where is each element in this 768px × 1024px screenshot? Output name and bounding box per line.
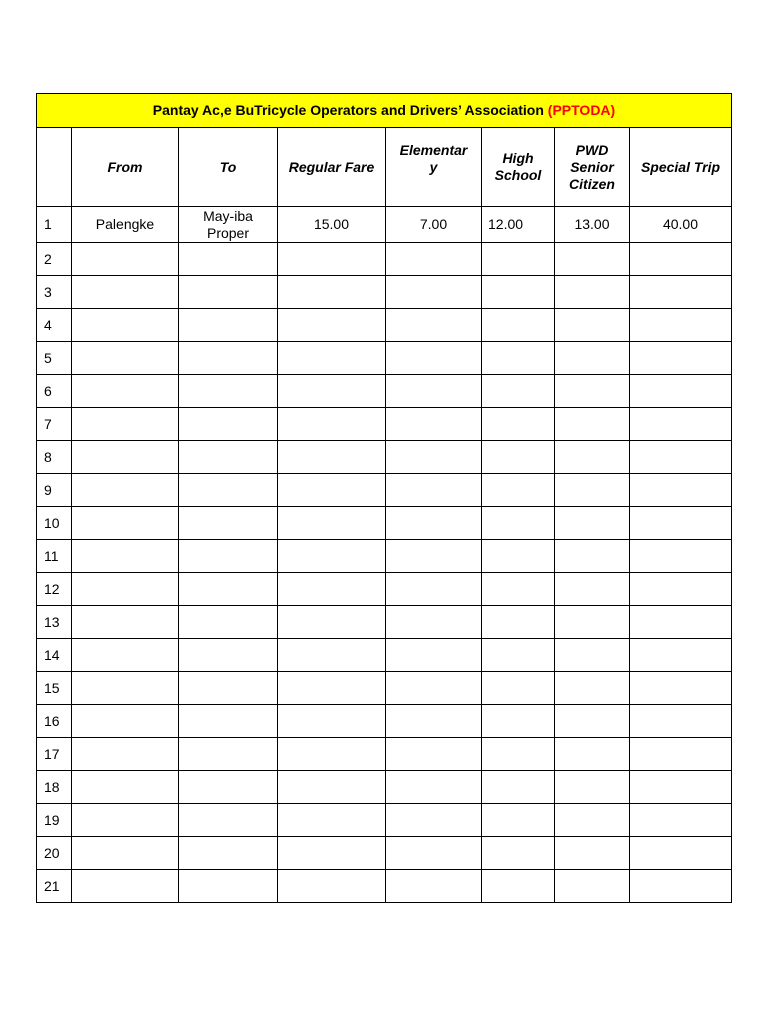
- table-row: [37, 309, 732, 342]
- cell-special-trip: [630, 540, 732, 573]
- cell-special-trip: [630, 375, 732, 408]
- cell-to: [179, 441, 278, 474]
- cell-to: [179, 276, 278, 309]
- header-regular-fare: Regular Fare: [278, 128, 386, 207]
- cell-regular-fare: [278, 606, 386, 639]
- cell-high-school: [482, 375, 555, 408]
- header-pwd-line1: PWD: [575, 141, 609, 158]
- row-number: 12: [37, 573, 72, 606]
- cell-special-trip: [630, 441, 732, 474]
- cell-high-school: 12.00: [482, 207, 555, 243]
- table-row: [37, 705, 732, 738]
- cell-to: [179, 309, 278, 342]
- cell-to-line2: Proper: [206, 224, 250, 241]
- cell-high-school: [482, 705, 555, 738]
- cell-to: [179, 507, 278, 540]
- cell-special-trip: [630, 408, 732, 441]
- cell-to: [179, 408, 278, 441]
- row-number: 13: [37, 606, 72, 639]
- cell-to: [179, 771, 278, 804]
- cell-from: [72, 606, 179, 639]
- cell-regular-fare: [278, 639, 386, 672]
- cell-elementary: [386, 705, 482, 738]
- cell-pwd-senior: [555, 540, 630, 573]
- cell-regular-fare: [278, 771, 386, 804]
- row-number: 7: [37, 408, 72, 441]
- header-elementary: [386, 128, 482, 207]
- cell-to: [179, 837, 278, 870]
- cell-regular-fare: [278, 408, 386, 441]
- cell-regular-fare: [278, 573, 386, 606]
- cell-pwd-senior: [555, 738, 630, 771]
- cell-pwd-senior: [555, 672, 630, 705]
- cell-special-trip: [630, 705, 732, 738]
- cell-high-school: [482, 672, 555, 705]
- cell-high-school: [482, 606, 555, 639]
- cell-elementary: [386, 639, 482, 672]
- cell-pwd-senior: [555, 606, 630, 639]
- cell-special-trip: [630, 837, 732, 870]
- table-row: [37, 207, 732, 243]
- cell-special-trip: [630, 309, 732, 342]
- cell-elementary: [386, 606, 482, 639]
- row-number: 10: [37, 507, 72, 540]
- cell-from: [72, 375, 179, 408]
- row-number: 1: [37, 207, 72, 243]
- cell-high-school: [482, 573, 555, 606]
- table-row: [37, 375, 732, 408]
- row-number: 17: [37, 738, 72, 771]
- table-row: [37, 870, 732, 903]
- table-row: [37, 243, 732, 276]
- header-to: To: [179, 128, 278, 207]
- cell-from: [72, 309, 179, 342]
- cell-high-school: [482, 870, 555, 903]
- cell-to: [179, 738, 278, 771]
- cell-pwd-senior: [555, 441, 630, 474]
- association-acronym: (PPTODA): [547, 102, 616, 118]
- cell-to: [179, 705, 278, 738]
- header-high-school-line2: School: [494, 167, 542, 183]
- cell-elementary: [386, 672, 482, 705]
- cell-high-school: [482, 276, 555, 309]
- cell-special-trip: [630, 573, 732, 606]
- cell-regular-fare: 15.00: [278, 207, 386, 243]
- cell-elementary: [386, 243, 482, 276]
- cell-regular-fare: [278, 540, 386, 573]
- cell-elementary: [386, 804, 482, 837]
- cell-from: [72, 441, 179, 474]
- cell-high-school: [482, 540, 555, 573]
- header-pwd-line3: Citizen: [569, 175, 615, 192]
- cell-to: [179, 375, 278, 408]
- table-row: [37, 573, 732, 606]
- cell-from: [72, 243, 179, 276]
- cell-pwd-senior: [555, 771, 630, 804]
- cell-high-school: [482, 408, 555, 441]
- cell-from: [72, 870, 179, 903]
- cell-pwd-senior: [555, 507, 630, 540]
- table-row: [37, 837, 732, 870]
- row-number: 21: [37, 870, 72, 903]
- cell-high-school: [482, 837, 555, 870]
- cell-from: [72, 573, 179, 606]
- row-number: 5: [37, 342, 72, 375]
- cell-to: [179, 804, 278, 837]
- cell-regular-fare: [278, 870, 386, 903]
- cell-regular-fare: [278, 441, 386, 474]
- table-row: [37, 540, 732, 573]
- cell-special-trip: [630, 738, 732, 771]
- cell-to: [179, 672, 278, 705]
- cell-regular-fare: [278, 276, 386, 309]
- row-number: 18: [37, 771, 72, 804]
- header-high-school-line1: High: [502, 150, 534, 166]
- cell-elementary: [386, 870, 482, 903]
- cell-to: [179, 342, 278, 375]
- association-title: [37, 94, 732, 128]
- cell-from: [72, 672, 179, 705]
- cell-from: [72, 540, 179, 573]
- cell-to: [179, 573, 278, 606]
- row-number: 16: [37, 705, 72, 738]
- cell-regular-fare: [278, 342, 386, 375]
- cell-high-school: [482, 243, 555, 276]
- cell-regular-fare: [278, 243, 386, 276]
- header-pwd-line2: Senior: [570, 158, 614, 175]
- cell-pwd-senior: [555, 243, 630, 276]
- table-row: [37, 771, 732, 804]
- cell-elementary: [386, 342, 482, 375]
- cell-regular-fare: [278, 837, 386, 870]
- cell-from: [72, 837, 179, 870]
- header-row: [37, 128, 732, 207]
- cell-regular-fare: [278, 672, 386, 705]
- cell-regular-fare: [278, 507, 386, 540]
- row-number: 9: [37, 474, 72, 507]
- cell-high-school: [482, 474, 555, 507]
- header-elementary-line2: y: [429, 159, 438, 175]
- table-row: [37, 672, 732, 705]
- cell-regular-fare: [278, 738, 386, 771]
- row-number: 15: [37, 672, 72, 705]
- cell-from: Palengke: [72, 207, 179, 243]
- cell-from: [72, 705, 179, 738]
- cell-from: [72, 342, 179, 375]
- cell-pwd-senior: [555, 309, 630, 342]
- cell-elementary: [386, 309, 482, 342]
- cell-from: [72, 408, 179, 441]
- cell-elementary: [386, 408, 482, 441]
- row-number: 11: [37, 540, 72, 573]
- cell-to: [179, 474, 278, 507]
- cell-from: [72, 738, 179, 771]
- row-number: 8: [37, 441, 72, 474]
- table-row: [37, 474, 732, 507]
- table-row: [37, 408, 732, 441]
- cell-from: [72, 771, 179, 804]
- cell-special-trip: [630, 474, 732, 507]
- cell-elementary: [386, 738, 482, 771]
- cell-special-trip: [630, 276, 732, 309]
- cell-pwd-senior: [555, 474, 630, 507]
- fare-matrix-table: [36, 93, 732, 903]
- cell-elementary: [386, 474, 482, 507]
- cell-pwd-senior: [555, 375, 630, 408]
- cell-elementary: [386, 276, 482, 309]
- cell-pwd-senior: [555, 837, 630, 870]
- cell-elementary: [386, 771, 482, 804]
- cell-to: [179, 540, 278, 573]
- cell-regular-fare: [278, 705, 386, 738]
- cell-regular-fare: [278, 804, 386, 837]
- cell-special-trip: [630, 870, 732, 903]
- row-number: 3: [37, 276, 72, 309]
- cell-high-school: [482, 309, 555, 342]
- cell-high-school: [482, 441, 555, 474]
- cell-high-school: [482, 342, 555, 375]
- table-row: [37, 738, 732, 771]
- cell-from: [72, 639, 179, 672]
- cell-from: [72, 804, 179, 837]
- cell-special-trip: [630, 639, 732, 672]
- cell-pwd-senior: [555, 804, 630, 837]
- cell-to-line1: May-iba: [203, 207, 253, 224]
- row-number: 4: [37, 309, 72, 342]
- row-number: 19: [37, 804, 72, 837]
- cell-to: [179, 243, 278, 276]
- cell-special-trip: [630, 804, 732, 837]
- cell-from: [72, 276, 179, 309]
- cell-high-school: [482, 804, 555, 837]
- row-number: 14: [37, 639, 72, 672]
- cell-special-trip: 40.00: [630, 207, 732, 243]
- cell-pwd-senior: [555, 408, 630, 441]
- header-from: From: [72, 128, 179, 207]
- cell-pwd-senior: [555, 639, 630, 672]
- cell-high-school: [482, 771, 555, 804]
- header-number: [37, 128, 72, 207]
- table-row: [37, 441, 732, 474]
- cell-pwd-senior: [555, 276, 630, 309]
- cell-high-school: [482, 507, 555, 540]
- cell-special-trip: [630, 243, 732, 276]
- table-row: [37, 507, 732, 540]
- cell-pwd-senior: [555, 342, 630, 375]
- cell-regular-fare: [278, 309, 386, 342]
- cell-pwd-senior: [555, 870, 630, 903]
- cell-special-trip: [630, 771, 732, 804]
- cell-elementary: 7.00: [386, 207, 482, 243]
- title-row: [37, 94, 732, 128]
- cell-high-school: [482, 738, 555, 771]
- cell-elementary: [386, 441, 482, 474]
- cell-elementary: [386, 573, 482, 606]
- cell-pwd-senior: [555, 705, 630, 738]
- table-row: [37, 342, 732, 375]
- cell-to: [179, 606, 278, 639]
- row-number: 2: [37, 243, 72, 276]
- cell-regular-fare: [278, 474, 386, 507]
- row-number: 20: [37, 837, 72, 870]
- cell-elementary: [386, 837, 482, 870]
- header-pwd-senior: [555, 128, 630, 207]
- header-elementary-line1: Elementar: [399, 142, 468, 158]
- cell-special-trip: [630, 342, 732, 375]
- table-row: [37, 804, 732, 837]
- row-number: 6: [37, 375, 72, 408]
- cell-special-trip: [630, 606, 732, 639]
- cell-special-trip: [630, 507, 732, 540]
- cell-to: [179, 639, 278, 672]
- cell-elementary: [386, 375, 482, 408]
- header-high-school: [482, 128, 555, 207]
- cell-to: [179, 207, 278, 243]
- cell-regular-fare: [278, 375, 386, 408]
- cell-special-trip: [630, 672, 732, 705]
- cell-high-school: [482, 639, 555, 672]
- cell-elementary: [386, 540, 482, 573]
- cell-pwd-senior: 13.00: [555, 207, 630, 243]
- cell-from: [72, 474, 179, 507]
- header-special-trip: Special Trip: [630, 128, 732, 207]
- table-row: [37, 606, 732, 639]
- cell-from: [72, 507, 179, 540]
- table-row: [37, 276, 732, 309]
- cell-pwd-senior: [555, 573, 630, 606]
- cell-elementary: [386, 507, 482, 540]
- table-row: [37, 639, 732, 672]
- cell-to: [179, 870, 278, 903]
- association-name: Pantay Ac,e BuTricycle Operators and Drivers’ Association: [152, 102, 544, 118]
